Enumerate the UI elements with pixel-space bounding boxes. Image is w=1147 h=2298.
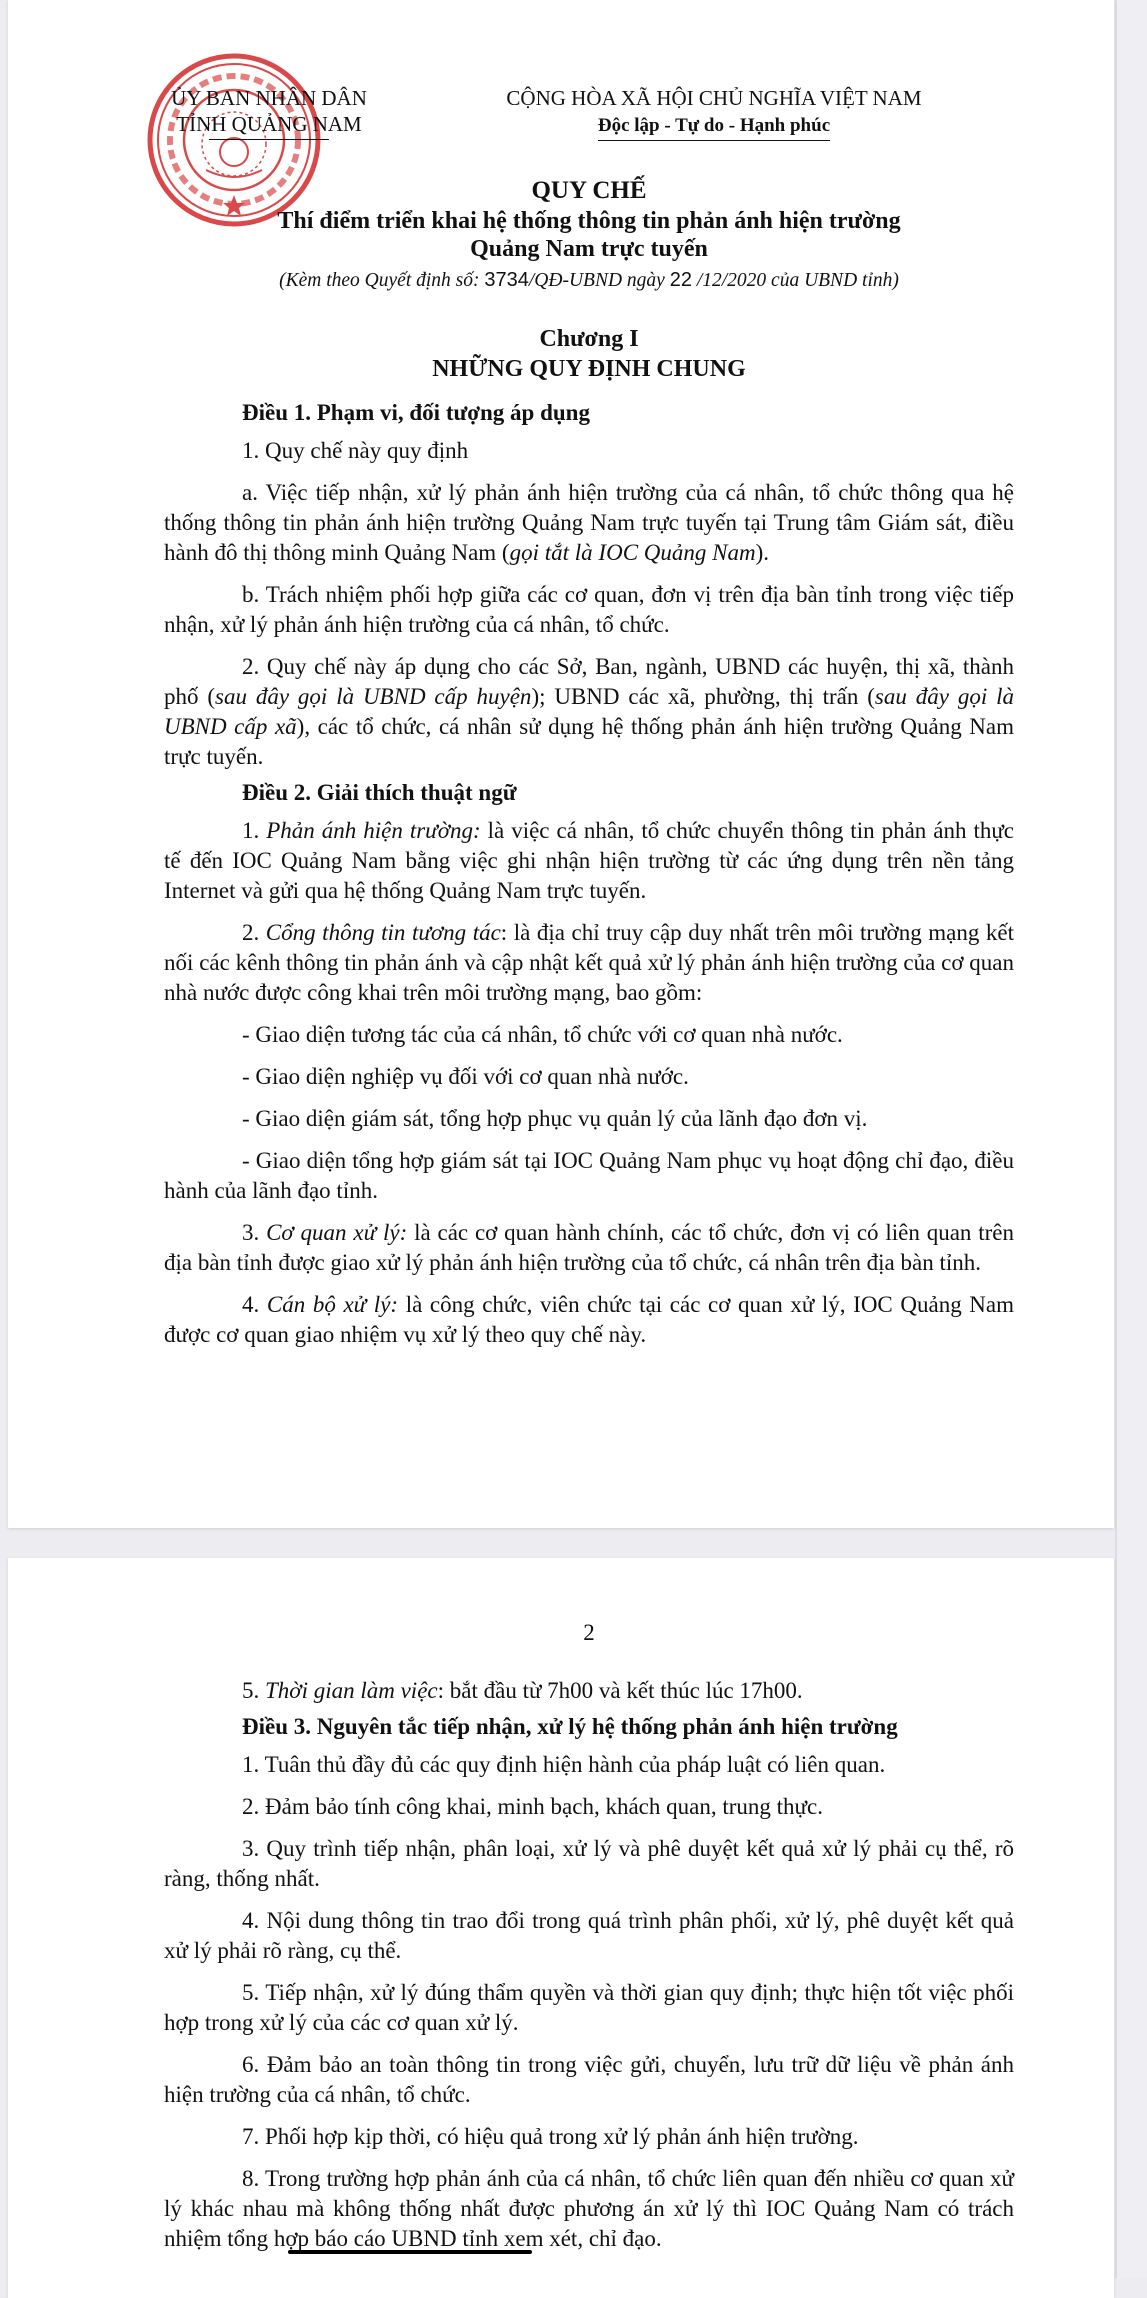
document-subtitle-line-1: Thí điểm triển khai hệ thống thông tin phản ánh hiện trường <box>277 208 901 234</box>
clause-2-part-a: 2. Quy chế này áp dụng cho các Sở, Ban, ngành, UBND các huyện, thị xã, thành phố ( <box>164 654 1014 709</box>
article-3-item: 7. Phối hợp kịp thời, có hiệu quả trong xử lý phản ánh hiện trường. <box>242 2124 859 2149</box>
defined-term: Cổng thông tin tương tác <box>265 920 501 945</box>
definition-text: : bắt đầu từ 7h00 và kết thúc lúc 17h00. <box>437 1678 803 1703</box>
article-3-item: 1. Tuân thủ đầy đủ các quy định hiện hành của pháp luật có liên quan. <box>242 1752 886 1777</box>
page-number: 2 <box>583 1620 595 1645</box>
article-3-heading: Điều 3. Nguyên tắc tiếp nhận, xử lý hệ thống phản ánh hiện trường <box>242 1714 898 1739</box>
article-2-clause-1 <box>164 816 1014 906</box>
page-2-content <box>164 1618 1014 2254</box>
issuing-authority <box>144 85 394 140</box>
viewer-scroll-edge <box>1115 0 1147 2278</box>
clause-2-part-b: ); UBND các xã, phường, thị trấn ( <box>531 684 875 709</box>
country-name: CỘNG HÒA XÃ HỘI CHỦ NGHĨA VIỆT NAM <box>506 86 922 110</box>
article-1-heading: Điều 1. Phạm vi, đối tượng áp dụng <box>242 400 590 425</box>
document-title: QUY CHẾ <box>531 177 647 204</box>
authority-line-1: ỦY BAN NHÂN DÂN <box>171 86 367 110</box>
document-subtitle-line-2: Quảng Nam trực tuyến <box>470 236 708 262</box>
bullet-item: - Giao diện giám sát, tổng hợp phục vụ quản lý của lãnh đạo đơn vị. <box>242 1106 868 1131</box>
article-3-item: 5. Tiếp nhận, xử lý đúng thẩm quyền và thời gian quy định; thực hiện tốt việc phối hợp trong xử lý của các cơ quan xử lý. <box>164 1980 1014 2035</box>
article-1-clause-2 <box>164 652 1014 772</box>
national-motto <box>464 85 964 141</box>
defined-term: Phản ánh hiện trường: <box>266 818 481 843</box>
attachment-prefix: (Kèm theo Quyết định số: <box>279 270 485 291</box>
definition-text: là việc cá nhân, tổ chức chuyển thông tin phản ánh thực tế đến IOC Quảng Nam bằng việc ghi nhận hiện trường từ các ứng dụng trên nền tảng Internet và gửi qua hệ thống Quảng Nam trực tuyến. <box>164 818 1015 903</box>
definition-text: là công chức, viên chức tại các cơ quan xử lý, IOC Quảng Nam được cơ quan giao nhiệm vụ xử lý theo quy chế này. <box>164 1292 1015 1347</box>
decision-number: 3734 <box>484 269 529 291</box>
definition-text: : là địa chỉ truy cập duy nhất trên môi trường mạng kết nối các kênh thông tin phản ánh và cập nhật kết quả xử lý phản ánh hiện trường của cơ quan nhà nước được công khai trên môi trường mạng, bao gồm: <box>164 920 1014 1005</box>
clause-2-italic-1: sau đây gọi là UBND cấp huyện <box>215 684 532 709</box>
bullet-item: - Giao diện tổng hợp giám sát tại IOC Quảng Nam phục vụ hoạt động chỉ đạo, điều hành của lãnh đạo tỉnh. <box>164 1148 1014 1203</box>
clause-num: 1. <box>242 818 267 843</box>
clause-num: 2. <box>242 920 266 945</box>
defined-term: Thời gian làm việc <box>265 1678 438 1703</box>
clause-2-part-c: ), các tổ chức, cá nhân sử dụng hệ thống phản ánh hiện trường Quảng Nam trực tuyến. <box>164 714 1014 769</box>
chapter-number: Chương I <box>539 326 639 352</box>
document-header <box>164 85 1014 149</box>
attachment-middle: /QĐ-UBND ngày <box>528 270 670 291</box>
page-1-content <box>164 85 1014 1350</box>
motto: Độc lập - Tự do - Hạnh phúc <box>598 113 830 141</box>
clause-num: 3. <box>242 1220 267 1245</box>
article-2-clause-2 <box>164 918 1014 1008</box>
clause-num: 5. <box>242 1678 265 1703</box>
decision-day: 22 <box>669 269 692 291</box>
attachment-note <box>164 265 1014 296</box>
point-a-text: a. Việc tiếp nhận, xử lý phản ánh hiện trường của cá nhân, tổ chức thông qua hệ thống thông tin phản ánh hiện trường Quảng Nam trực tuyến tại Trung tâm Giám sát, điều hành đô thị thông minh Quảng Nam ( <box>164 480 1014 565</box>
article-2-clause-3 <box>164 1218 1014 1278</box>
point-a-end: ). <box>755 540 770 565</box>
attachment-suffix: /12/2020 của UBND tỉnh) <box>691 270 899 291</box>
defined-term: Cơ quan xử lý: <box>266 1220 408 1245</box>
authority-line-2: TỈNH QUẢNG NAM <box>176 112 362 136</box>
article-1-point-b: b. Trách nhiệm phối hợp giữa các cơ quan, đơn vị trên địa bàn tỉnh trong việc tiếp nhận, xử lý phản ánh hiện trường của cá nhân, tổ chức. <box>164 582 1014 637</box>
bullet-item: - Giao diện tương tác của cá nhân, tổ chức với cơ quan nhà nước. <box>242 1022 843 1047</box>
clause-2-italic-2: sau đây gọi là UBND cấp xã <box>164 684 1014 739</box>
article-3-item: 4. Nội dung thông tin trao đổi trong quá trình phân phối, xử lý, phê duyệt kết quả xử lý phải rõ ràng, cụ thể. <box>164 1908 1014 1963</box>
article-3-item: 2. Đảm bảo tính công khai, minh bạch, khách quan, trung thực. <box>242 1794 823 1819</box>
article-3-item: 3. Quy trình tiếp nhận, phân loại, xử lý và phê duyệt kết quả xử lý phải cụ thể, rõ ràng, thống nhất. <box>164 1836 1014 1891</box>
article-2-clause-4 <box>164 1290 1014 1350</box>
article-2-clause-5 <box>164 1676 1014 1706</box>
defined-term: Cán bộ xử lý: <box>266 1292 399 1317</box>
definition-text: là các cơ quan hành chính, các tổ chức, đơn vị có liên quan trên địa bàn tỉnh được giao xử lý phản ánh hiện trường của tổ chức, cá nhân trên địa bàn tỉnh. <box>164 1220 1014 1275</box>
article-1-clause-1: 1. Quy chế này quy định <box>242 438 469 463</box>
chapter-title: NHỮNG QUY ĐỊNH CHUNG <box>432 356 746 382</box>
article-3-item: 6. Đảm bảo an toàn thông tin trong việc gửi, chuyển, lưu trữ dữ liệu về phản ánh hiện trường của cá nhân, tổ chức. <box>164 2052 1014 2107</box>
article-3-item-8-wrapper <box>164 2164 1014 2254</box>
article-1-point-a <box>164 478 1014 568</box>
bullet-item: - Giao diện nghiệp vụ đối với cơ quan nhà nước. <box>242 1064 689 1089</box>
document-page-1 <box>8 0 1114 1528</box>
authority-underline <box>209 139 329 140</box>
article-3-item: 8. Trong trường hợp phản ánh của cá nhân, tổ chức liên quan đến nhiều cơ quan xử lý khác nhau mà không thống nhất được phương án xử lý thì IOC Quảng Nam có trách nhiệm tổng hợp báo cáo UBND tỉnh xem xét, chỉ đạo. <box>164 2166 1014 2251</box>
point-a-italic: gọi tắt là IOC Quảng Nam <box>509 540 756 565</box>
article-2-heading: Điều 2. Giải thích thuật ngữ <box>242 780 517 805</box>
document-page-2 <box>8 1558 1114 2298</box>
clause-num: 4. <box>242 1292 267 1317</box>
